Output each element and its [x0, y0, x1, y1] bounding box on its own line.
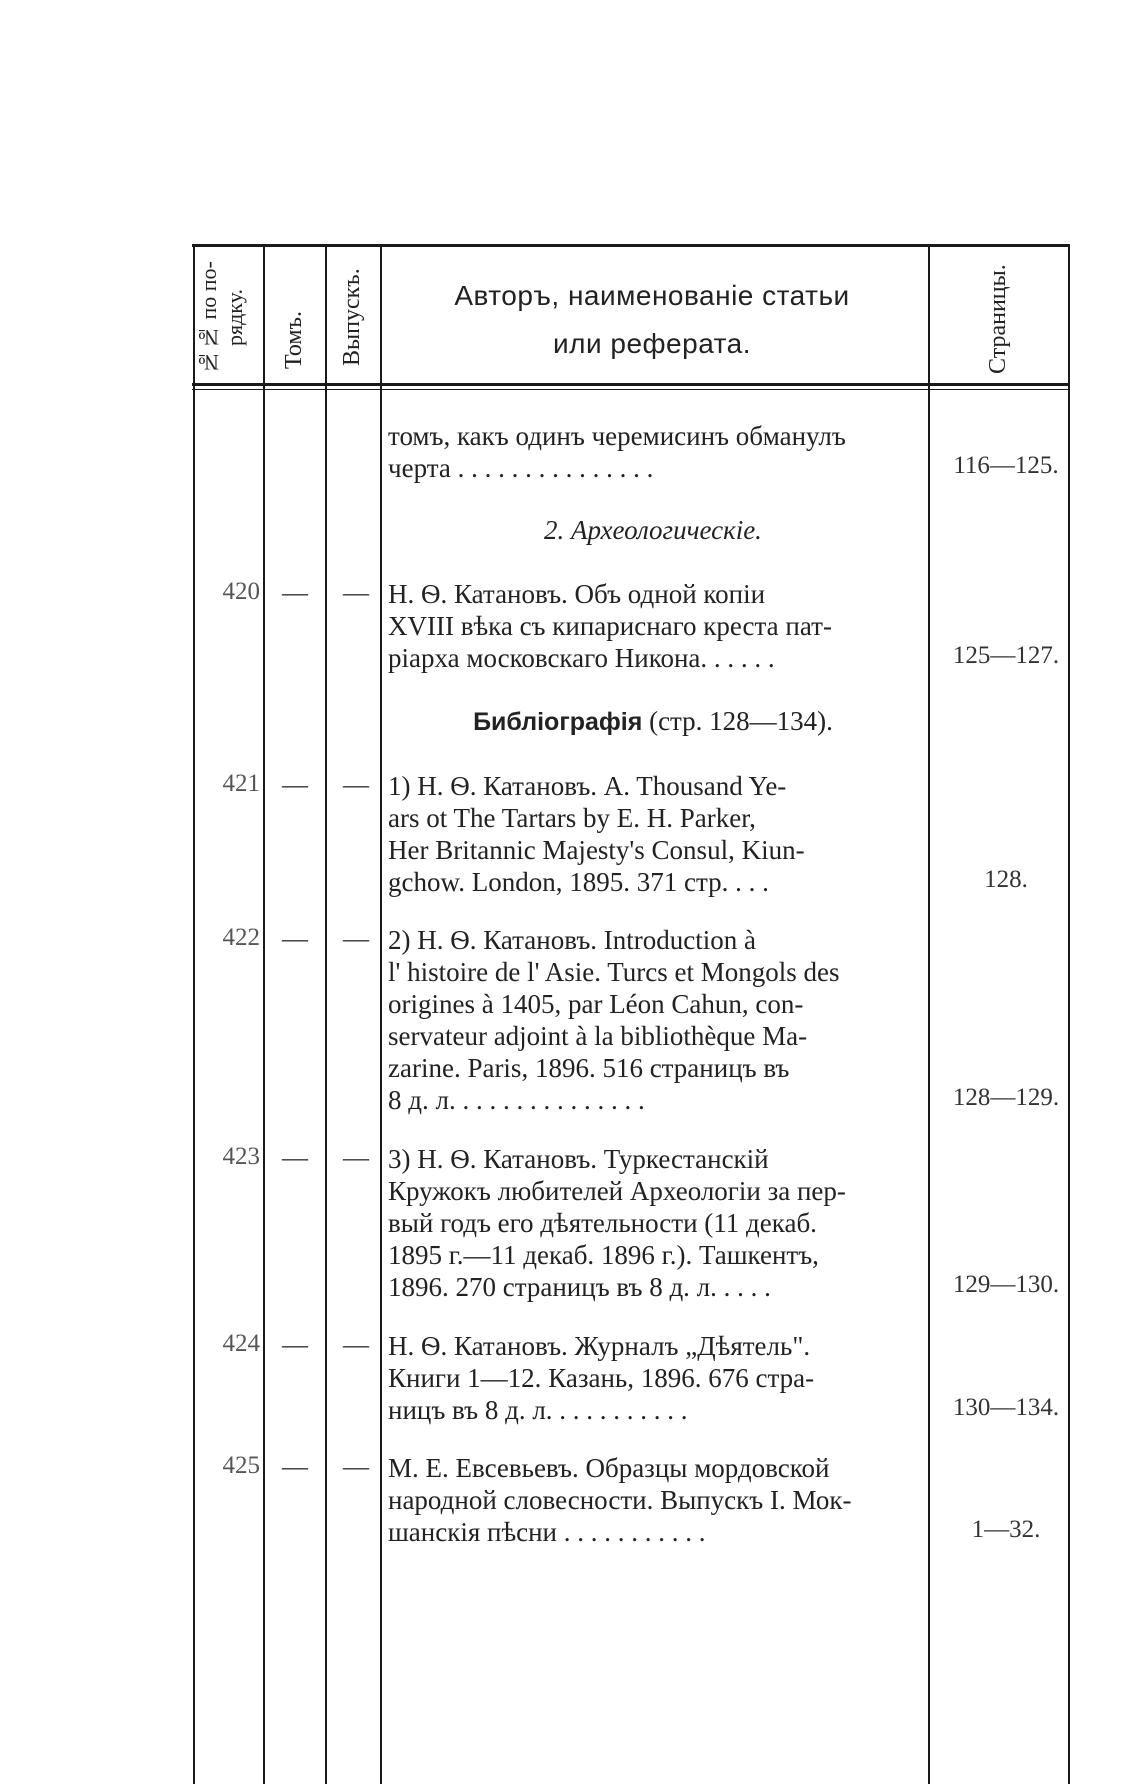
- pages-value: 128.: [984, 866, 1028, 893]
- entry-line: XVIII вѣка съ кипариснаго креста пат-: [388, 611, 832, 641]
- entry-line: шанскія пѣсни . . . . . . . . . . .: [388, 1517, 706, 1547]
- pages-value: 116—125.: [953, 452, 1059, 479]
- table-left-border: [193, 244, 195, 1784]
- section-bibliography-label: Библіографія: [473, 708, 643, 736]
- section-heading-archaeological: 2. Археологическіе.: [544, 515, 762, 545]
- col-divider-pages: [928, 244, 930, 1784]
- header-col-tom: Томъ.: [281, 311, 307, 369]
- col-divider-title: [380, 244, 382, 1784]
- pages-value: 128—129.: [952, 1084, 1060, 1111]
- header-col-title: [382, 272, 922, 368]
- pages-value: 125—127.: [952, 642, 1060, 669]
- pages-value: 129—130.: [952, 1271, 1060, 1298]
- entry-line: Her Britannic Majesty's Consul, Kiun-: [388, 835, 805, 865]
- entry-line: Н. Ѳ. Катановъ. Объ одной копіи: [388, 579, 766, 609]
- tom-value: —: [282, 924, 308, 953]
- row-number: 423: [222, 1143, 260, 1170]
- vyp-value: —: [343, 1452, 369, 1481]
- entry-line: l' histoire de l' Asie. Turcs et Mongols des: [388, 957, 840, 987]
- entry-line: народной словесности. Выпускъ I. Мок-: [388, 1485, 852, 1515]
- row-number: 422: [222, 924, 260, 951]
- header-col-vyp: Выпускъ.: [339, 268, 365, 367]
- entry-line: 2) Н. Ѳ. Катановъ. Introduction à: [388, 925, 756, 955]
- row-number: 425: [222, 1452, 260, 1479]
- entry-line: томъ, какъ одинъ черемисинъ обманулъ: [388, 421, 846, 451]
- entry-line: Книги 1—12. Казань, 1896. 676 стра-: [388, 1363, 815, 1393]
- section-heading-bibliography: [388, 706, 918, 737]
- header-title-line2: или реферата.: [552, 328, 752, 359]
- entry-line: 8 д. л. . . . . . . . . . . . . . .: [388, 1085, 645, 1115]
- header-bottom-rule-thin: [192, 389, 1070, 390]
- pages-value: 130—134.: [952, 1394, 1060, 1421]
- vyp-value: —: [343, 770, 369, 799]
- entry-line: М. Е. Евсевьевъ. Образцы мордовской: [388, 1453, 830, 1483]
- col-divider-tom: [263, 244, 265, 1784]
- entry-line: 1896. 270 страницъ въ 8 д. л. . . . .: [388, 1272, 771, 1302]
- entry-line: ницъ въ 8 д. л. . . . . . . . . . .: [388, 1395, 688, 1425]
- col-divider-vyp: [325, 244, 327, 1784]
- header-title-line1: Авторъ, наименованіе статьи: [454, 280, 850, 311]
- header-col-number: [196, 258, 260, 378]
- vyp-value: —: [343, 1330, 369, 1359]
- entry-421: [388, 770, 918, 898]
- tom-value: —: [282, 1452, 308, 1481]
- row-number: 424: [222, 1330, 260, 1357]
- tom-value: —: [282, 1330, 308, 1359]
- header-col-pages: Страницы.: [985, 264, 1011, 374]
- entry-420: [388, 578, 918, 674]
- entry-425: [388, 1452, 918, 1548]
- header-col-number-line2: рядку.: [222, 289, 247, 347]
- entry-line: ріарха московскаго Никона. . . . . .: [388, 643, 775, 673]
- row-number: 421: [222, 770, 260, 797]
- entry-continuation: [388, 420, 918, 484]
- entry-line: servateur adjoint à la bibliothèque Ma-: [388, 1021, 808, 1051]
- entry-line: ars ot The Tartars by E. H. Parker,: [388, 803, 756, 833]
- tom-value: —: [282, 1143, 308, 1172]
- vyp-value: —: [343, 1143, 369, 1172]
- entry-422: [388, 924, 918, 1116]
- vyp-value: —: [343, 578, 369, 607]
- entry-line: вый годъ его дѣятельности (11 декаб.: [388, 1208, 817, 1238]
- entry-line: Кружокъ любителей Археологіи за пер-: [388, 1176, 846, 1206]
- entry-line: 3) Н. Ѳ. Катановъ. Туркестанскій: [388, 1144, 769, 1174]
- entry-line: zarine. Paris, 1896. 516 страницъ въ: [388, 1053, 790, 1083]
- header-col-number-line1: №№ по по-: [196, 261, 221, 375]
- entry-line: origines à 1405, par Léon Cahun, con-: [388, 989, 804, 1019]
- section-bibliography-pages: (стр. 128—134).: [642, 706, 833, 736]
- entry-423: [388, 1143, 918, 1303]
- header-bottom-rule: [192, 383, 1070, 386]
- entry-line: 1) Н. Ѳ. Катановъ. A. Thousand Ye-: [388, 771, 787, 801]
- entry-line: gchow. London, 1895. 371 стр. . . .: [388, 867, 769, 897]
- entry-line: 1895 г.—11 декаб. 1896 г.). Ташкентъ,: [388, 1240, 819, 1270]
- table-top-rule: [192, 244, 1070, 247]
- tom-value: —: [282, 770, 308, 799]
- vyp-value: —: [343, 924, 369, 953]
- entry-line: черта . . . . . . . . . . . . . . .: [388, 453, 654, 483]
- row-number: 420: [222, 578, 260, 605]
- entry-line: Н. Ѳ. Катановъ. Журналъ „Дѣятель".: [388, 1331, 811, 1361]
- tom-value: —: [282, 578, 308, 607]
- pages-value: 1—32.: [971, 1516, 1041, 1543]
- entry-424: [388, 1330, 918, 1426]
